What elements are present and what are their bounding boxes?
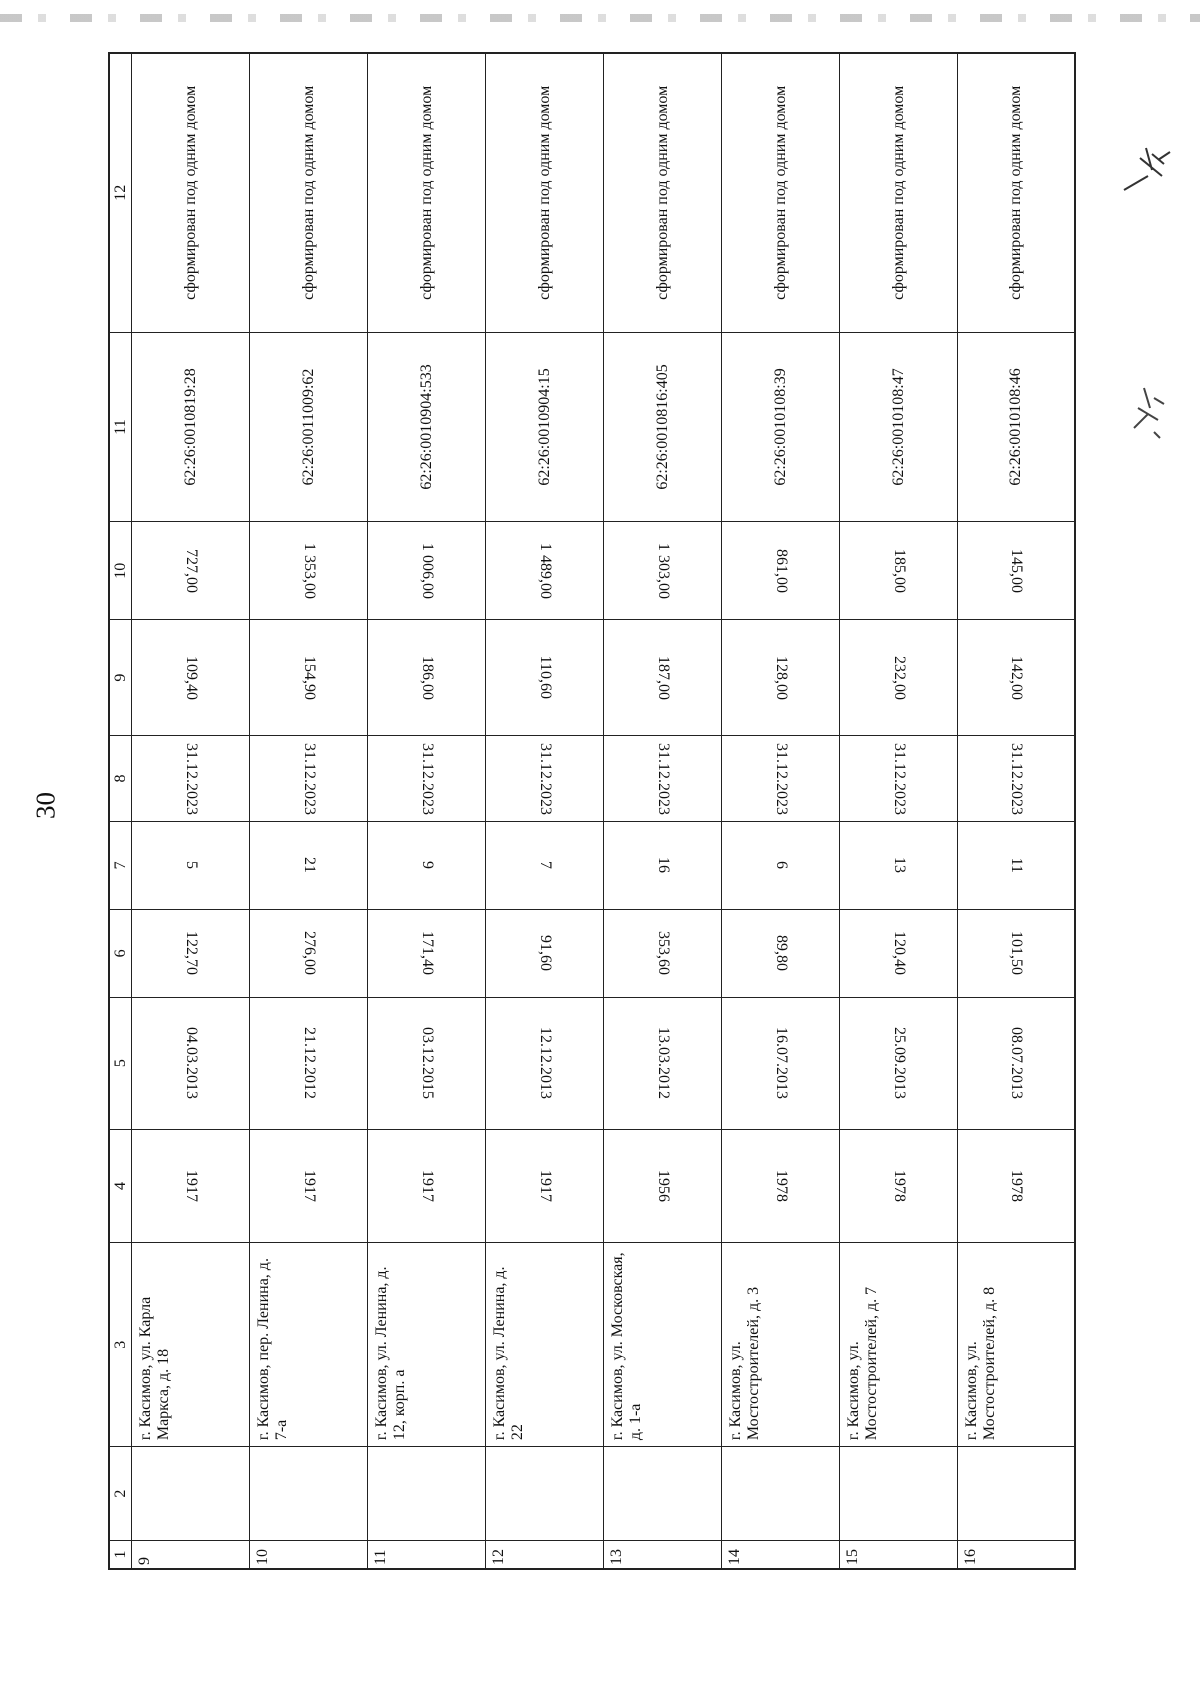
area-cell	[604, 909, 721, 997]
year-cell	[958, 1129, 1074, 1243]
header-cell: 9	[110, 619, 131, 735]
pen-scribble-mark	[1118, 140, 1178, 200]
value-cell-text: 1 353,00	[300, 542, 318, 599]
note-cell	[250, 52, 367, 332]
year-cell-text: 1978	[890, 1169, 908, 1202]
table-row	[486, 52, 604, 1570]
area-cell-text: 122,70	[182, 931, 200, 976]
row-number-text: 16	[962, 1549, 979, 1565]
header-cell: 12	[110, 52, 131, 332]
count-cell	[486, 821, 603, 909]
area-cell-text: 353,60	[654, 931, 672, 976]
housing-table	[108, 52, 1084, 1570]
address-cell	[722, 1242, 839, 1446]
table-header-row	[108, 52, 132, 1570]
deadline-cell	[486, 735, 603, 821]
value-cell	[604, 521, 721, 619]
deadline-cell-text: 31.12.2023	[536, 742, 554, 815]
date-cell	[250, 997, 367, 1129]
year-cell-text: 1917	[182, 1169, 200, 1202]
count-cell	[722, 821, 839, 909]
col2-cell	[958, 1446, 1074, 1540]
header-cell: 8	[110, 735, 131, 821]
cadastral-number-cell-text: 62:26:0011009:62	[299, 368, 317, 486]
address-cell	[250, 1242, 367, 1446]
year-cell	[722, 1129, 839, 1243]
cadastral-number-cell	[250, 332, 367, 522]
land-area-cell	[486, 619, 603, 735]
count-cell-text: 21	[300, 857, 318, 874]
area-cell	[250, 909, 367, 997]
value-cell-text: 1 006,00	[418, 542, 436, 599]
deadline-cell	[368, 735, 485, 821]
address-cell	[486, 1242, 603, 1446]
pen-scribble-mark	[1124, 368, 1174, 448]
area-cell-text: 101,50	[1007, 931, 1025, 976]
value-cell	[722, 521, 839, 619]
count-cell	[604, 821, 721, 909]
col2-cell	[840, 1446, 957, 1540]
date-cell-text: 16.07.2013	[772, 1027, 790, 1100]
address-cell-text: г. Касимов, ул. Мостостроителей, д. 3	[727, 1286, 762, 1441]
area-cell	[368, 909, 485, 997]
deadline-cell-text: 31.12.2023	[418, 742, 436, 815]
cadastral-number-cell	[840, 332, 957, 522]
note-cell-text: сформирован под одним домом	[653, 85, 671, 300]
note-cell-text: сформирован под одним домом	[535, 85, 553, 300]
count-cell-text: 11	[1007, 857, 1025, 874]
count-cell-text: 13	[890, 857, 908, 874]
land-area-cell	[604, 619, 721, 735]
value-cell-text: 861,00	[772, 548, 790, 593]
deadline-cell-text: 31.12.2023	[772, 742, 790, 815]
table-row	[250, 52, 368, 1570]
table-row	[722, 52, 840, 1570]
row-number	[840, 1540, 957, 1568]
address-cell	[840, 1242, 957, 1446]
row-number-text: 12	[490, 1549, 507, 1565]
row-number	[368, 1540, 485, 1568]
land-area-cell-text: 232,00	[890, 655, 908, 700]
address-cell	[368, 1242, 485, 1446]
address-cell	[132, 1242, 249, 1446]
land-area-cell-text: 109,40	[182, 655, 200, 700]
value-cell-text: 185,00	[890, 548, 908, 593]
col2-cell	[132, 1446, 249, 1540]
table-row	[604, 52, 722, 1570]
date-cell-text: 08.07.2013	[1007, 1027, 1025, 1100]
deadline-cell-text: 31.12.2023	[1007, 742, 1025, 815]
value-cell	[958, 521, 1074, 619]
header-cell: 10	[110, 521, 131, 619]
page-number: 30	[30, 792, 61, 819]
land-area-cell	[722, 619, 839, 735]
year-cell-text: 1917	[536, 1169, 554, 1202]
area-cell	[722, 909, 839, 997]
count-cell-text: 6	[772, 861, 790, 870]
cadastral-number-cell	[604, 332, 721, 522]
count-cell	[132, 821, 249, 909]
address-cell-text: г. Касимов, ул. Мостостроителей, д. 7	[845, 1286, 880, 1441]
year-cell	[840, 1129, 957, 1243]
row-number	[958, 1540, 1074, 1568]
value-cell-text: 1 489,00	[536, 542, 554, 599]
row-number	[604, 1540, 721, 1568]
header-cell: 1	[110, 1540, 131, 1568]
land-area-cell-text: 110,60	[536, 655, 554, 700]
land-area-cell	[368, 619, 485, 735]
note-cell	[368, 52, 485, 332]
area-cell	[840, 909, 957, 997]
row-number-text: 11	[372, 1549, 389, 1565]
count-cell-text: 9	[418, 861, 436, 870]
cadastral-number-cell	[132, 332, 249, 522]
row-number	[132, 1540, 249, 1568]
cadastral-number-cell-text: 62:26:0010816:405	[653, 364, 671, 490]
note-cell	[486, 52, 603, 332]
deadline-cell-text: 31.12.2023	[654, 742, 672, 815]
count-cell-text: 7	[536, 861, 554, 870]
land-area-cell-text: 186,00	[418, 655, 436, 700]
table-row	[368, 52, 486, 1570]
date-cell-text: 03.12.2015	[418, 1027, 436, 1100]
count-cell	[368, 821, 485, 909]
address-cell-text: г. Касимов, пер. Ленина, д. 7-а	[255, 1258, 290, 1441]
area-cell-text: 276,00	[300, 931, 318, 976]
year-cell	[132, 1129, 249, 1243]
row-number-text: 9	[136, 1557, 153, 1565]
value-cell	[132, 521, 249, 619]
cadastral-number-cell-text: 62:26:0010108:39	[771, 368, 789, 486]
col2-cell	[250, 1446, 367, 1540]
note-cell-text: сформирован под одним домом	[771, 85, 789, 300]
date-cell-text: 04.03.2013	[182, 1027, 200, 1100]
deadline-cell	[722, 735, 839, 821]
note-cell	[722, 52, 839, 332]
cadastral-number-cell-text: 62:26:0010904:15	[535, 368, 553, 486]
deadline-cell	[958, 735, 1074, 821]
count-cell-text: 5	[182, 861, 200, 870]
value-cell	[368, 521, 485, 619]
year-cell	[368, 1129, 485, 1243]
cadastral-number-cell	[722, 332, 839, 522]
header-cell: 3	[110, 1242, 131, 1446]
cadastral-number-cell	[368, 332, 485, 522]
value-cell-text: 1 303,00	[654, 542, 672, 599]
date-cell-text: 21.12.2012	[300, 1027, 318, 1100]
year-cell	[604, 1129, 721, 1243]
row-number	[722, 1540, 839, 1568]
row-number-text: 15	[844, 1549, 861, 1565]
date-cell	[486, 997, 603, 1129]
address-cell-text: г. Касимов, ул. Московская, д. 1-а	[609, 1252, 644, 1441]
deadline-cell-text: 31.12.2023	[890, 742, 908, 815]
year-cell-text: 1917	[300, 1169, 318, 1202]
note-cell	[958, 52, 1074, 332]
value-cell	[840, 521, 957, 619]
note-cell-text: сформирован под одним домом	[181, 85, 199, 300]
note-cell	[840, 52, 957, 332]
date-cell	[368, 997, 485, 1129]
note-cell-text: сформирован под одним домом	[1007, 85, 1025, 300]
address-cell-text: г. Касимов, ул. Ленина, д. 22	[491, 1266, 526, 1441]
year-cell-text: 1956	[654, 1169, 672, 1202]
deadline-cell-text: 31.12.2023	[300, 742, 318, 815]
note-cell	[604, 52, 721, 332]
area-cell-text: 91,60	[536, 935, 554, 972]
row-number-text: 14	[726, 1549, 743, 1565]
table-wrapper	[108, 52, 1084, 1570]
header-cell: 2	[110, 1446, 131, 1540]
row-number	[250, 1540, 367, 1568]
note-cell	[132, 52, 249, 332]
year-cell	[250, 1129, 367, 1243]
value-cell	[486, 521, 603, 619]
land-area-cell-text: 128,00	[772, 655, 790, 700]
address-cell	[958, 1242, 1074, 1446]
header-cell: 4	[110, 1129, 131, 1243]
row-number-text: 13	[608, 1549, 625, 1565]
header-cell: 11	[110, 332, 131, 522]
table-row	[958, 52, 1076, 1570]
header-cell: 5	[110, 997, 131, 1129]
deadline-cell	[132, 735, 249, 821]
table-row	[840, 52, 958, 1570]
scan-edge-noise	[0, 14, 1200, 22]
land-area-cell-text: 154,90	[300, 655, 318, 700]
header-cell: 6	[110, 909, 131, 997]
row-number	[486, 1540, 603, 1568]
date-cell	[958, 997, 1074, 1129]
note-cell-text: сформирован под одним домом	[417, 85, 435, 300]
col2-cell	[604, 1446, 721, 1540]
count-cell	[250, 821, 367, 909]
cadastral-number-cell-text: 62:26:0010108:46	[1007, 368, 1025, 486]
col2-cell	[486, 1446, 603, 1540]
deadline-cell	[250, 735, 367, 821]
year-cell-text: 1978	[772, 1169, 790, 1202]
area-cell	[132, 909, 249, 997]
count-cell	[840, 821, 957, 909]
area-cell	[486, 909, 603, 997]
header-cell: 7	[110, 821, 131, 909]
count-cell-text: 16	[654, 857, 672, 874]
deadline-cell	[840, 735, 957, 821]
area-cell-text: 171,40	[418, 931, 436, 976]
area-cell-text: 89,80	[772, 935, 790, 972]
land-area-cell-text: 187,00	[654, 655, 672, 700]
value-cell-text: 145,00	[1007, 548, 1025, 593]
address-cell-text: г. Касимов, ул. Мостостроителей, д. 8	[963, 1286, 998, 1441]
date-cell	[840, 997, 957, 1129]
row-number-text: 10	[254, 1549, 271, 1565]
land-area-cell	[250, 619, 367, 735]
count-cell	[958, 821, 1074, 909]
deadline-cell	[604, 735, 721, 821]
area-cell-text: 120,40	[890, 931, 908, 976]
year-cell	[486, 1129, 603, 1243]
date-cell-text: 25.09.2013	[890, 1027, 908, 1100]
date-cell-text: 12.12.2013	[536, 1027, 554, 1100]
value-cell-text: 727,00	[182, 548, 200, 593]
cadastral-number-cell-text: 62:26:0010819:28	[181, 368, 199, 486]
address-cell-text: г. Касимов, ул. Ленина, д. 12, корп. а	[373, 1266, 408, 1441]
land-area-cell	[958, 619, 1074, 735]
cadastral-number-cell-text: 62:26:0010108:47	[889, 368, 907, 486]
note-cell-text: сформирован под одним домом	[889, 85, 907, 300]
note-cell-text: сформирован под одним домом	[299, 85, 317, 300]
col2-cell	[722, 1446, 839, 1540]
cadastral-number-cell	[486, 332, 603, 522]
value-cell	[250, 521, 367, 619]
date-cell-text: 13.03.2012	[654, 1027, 672, 1100]
date-cell	[722, 997, 839, 1129]
date-cell	[604, 997, 721, 1129]
date-cell	[132, 997, 249, 1129]
land-area-cell	[840, 619, 957, 735]
year-cell-text: 1978	[1007, 1169, 1025, 1202]
cadastral-number-cell	[958, 332, 1074, 522]
address-cell-text: г. Касимов, ул. Карла Маркса, д. 18	[137, 1296, 172, 1441]
table-row	[132, 52, 250, 1570]
address-cell	[604, 1242, 721, 1446]
land-area-cell-text: 142,00	[1007, 655, 1025, 700]
land-area-cell	[132, 619, 249, 735]
area-cell	[958, 909, 1074, 997]
year-cell-text: 1917	[418, 1169, 436, 1202]
deadline-cell-text: 31.12.2023	[182, 742, 200, 815]
col2-cell	[368, 1446, 485, 1540]
cadastral-number-cell-text: 62:26:0010904:533	[417, 364, 435, 490]
